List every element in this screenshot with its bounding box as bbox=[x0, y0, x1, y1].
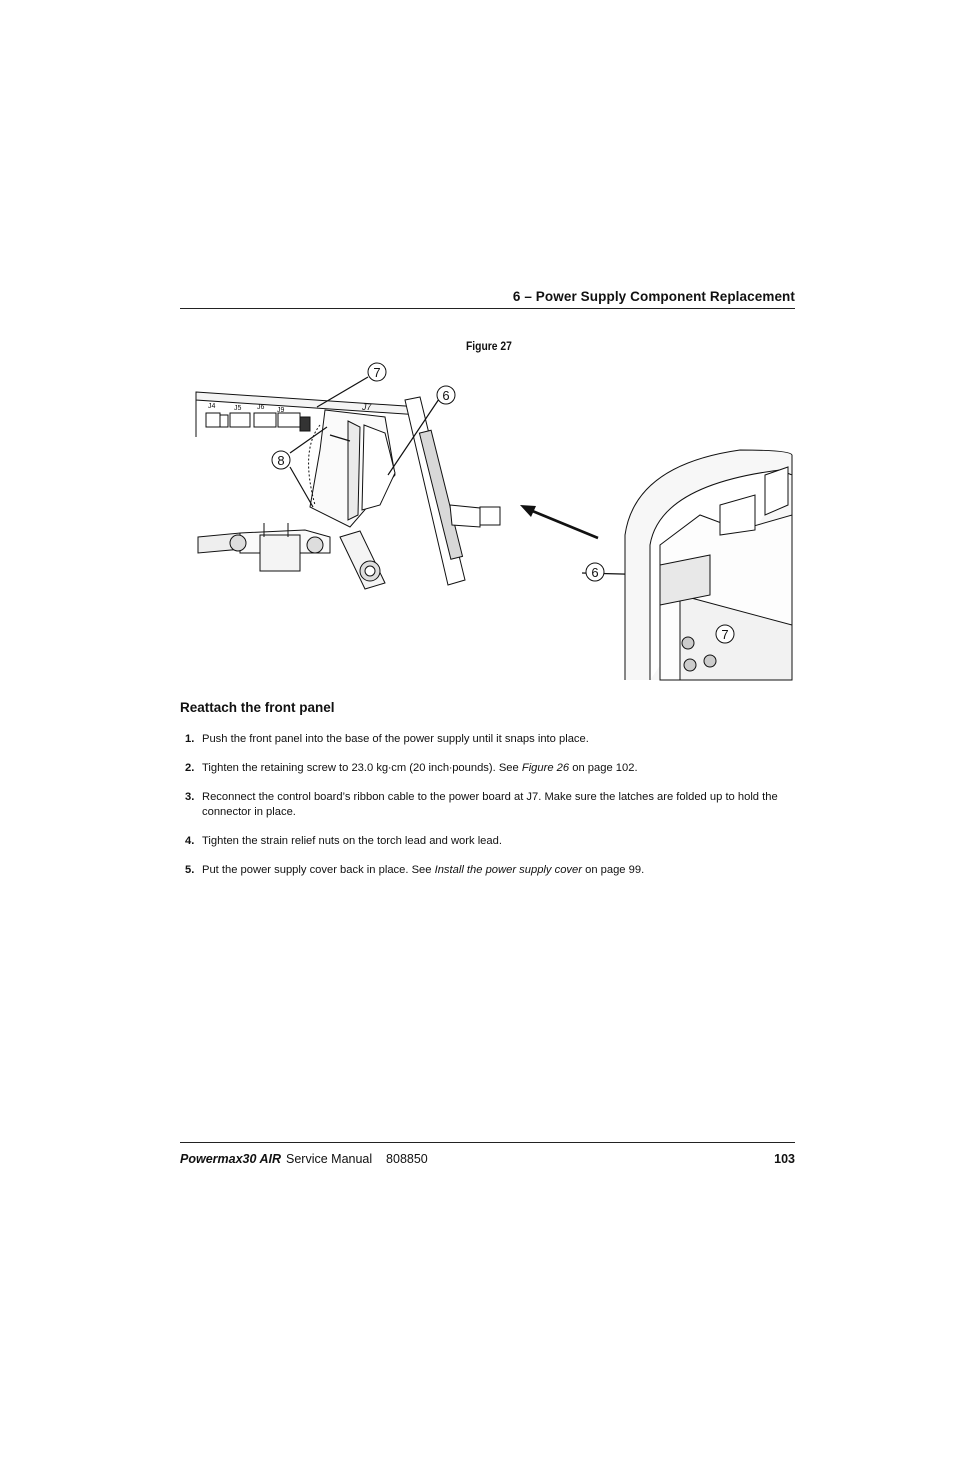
step-text bbox=[202, 762, 638, 774]
step-text-pre: Tighten the retaining screw to 23.0 kg∙cm (20 inch∙pounds). See bbox=[202, 762, 522, 774]
svg-text:6: 6 bbox=[591, 565, 599, 580]
step-3 bbox=[180, 790, 800, 819]
callout-7-top bbox=[368, 363, 386, 381]
callout-8 bbox=[272, 451, 290, 469]
header-divider bbox=[180, 308, 795, 309]
step-text: Push the front panel into the base of the power supply until it snaps into place. bbox=[202, 733, 589, 745]
svg-text:6: 6 bbox=[442, 388, 450, 403]
j4-label: J4 bbox=[208, 403, 216, 410]
page-number: 103 bbox=[774, 1152, 795, 1166]
j6-label: J6 bbox=[257, 404, 265, 411]
step-2 bbox=[180, 761, 800, 776]
callout-7-right bbox=[716, 625, 734, 643]
step-number: 1. bbox=[185, 733, 195, 745]
step-1 bbox=[180, 732, 800, 747]
figure-reference-link[interactable]: Figure 26 bbox=[521, 762, 570, 774]
step-number: 3. bbox=[185, 791, 195, 803]
figure-illustration bbox=[180, 355, 795, 685]
chapter-title: 6 – Power Supply Component Replacement bbox=[512, 289, 795, 304]
direction-arrow bbox=[520, 505, 598, 538]
step-4 bbox=[180, 834, 800, 849]
step-text-pre: Put the power supply cover back in place. See bbox=[202, 863, 435, 876]
step-text-post: on page 99. bbox=[581, 863, 645, 876]
step-5 bbox=[180, 863, 800, 878]
svg-text:7: 7 bbox=[721, 627, 729, 642]
manual-id: Service Manual 808850 bbox=[286, 1152, 428, 1166]
step-number: 2. bbox=[185, 762, 195, 774]
figure-label: Figure 27 bbox=[466, 339, 512, 353]
svg-text:8: 8 bbox=[277, 453, 285, 468]
power-supply-detail bbox=[625, 450, 792, 680]
callout-6-top bbox=[437, 386, 455, 404]
control-board-detail bbox=[196, 392, 500, 589]
product-name: Powermax30 AIR bbox=[180, 1152, 281, 1166]
footer-divider bbox=[180, 1142, 795, 1143]
j5-label: J5 bbox=[234, 405, 242, 412]
step-text: Tighten the strain relief nuts on the torch lead and work lead. bbox=[202, 834, 502, 847]
step-text-post: on page 102. bbox=[569, 762, 638, 774]
j7-label: J7 bbox=[362, 402, 372, 412]
svg-text:7: 7 bbox=[373, 365, 381, 380]
step-number: 4. bbox=[185, 834, 195, 847]
step-number: 5. bbox=[185, 863, 195, 876]
section-reference-link[interactable]: Install the power supply cover bbox=[434, 863, 582, 876]
section-heading: Reattach the front panel bbox=[180, 700, 335, 715]
step-text bbox=[202, 864, 644, 876]
step-text: Reconnect the control board’s ribbon cable to the power board at J7. Make sure the latches are folded up to hold the connector in place. bbox=[202, 791, 778, 818]
callout-6-right bbox=[586, 563, 604, 581]
j9-label: J9 bbox=[277, 407, 285, 414]
procedure-steps bbox=[180, 732, 800, 877]
